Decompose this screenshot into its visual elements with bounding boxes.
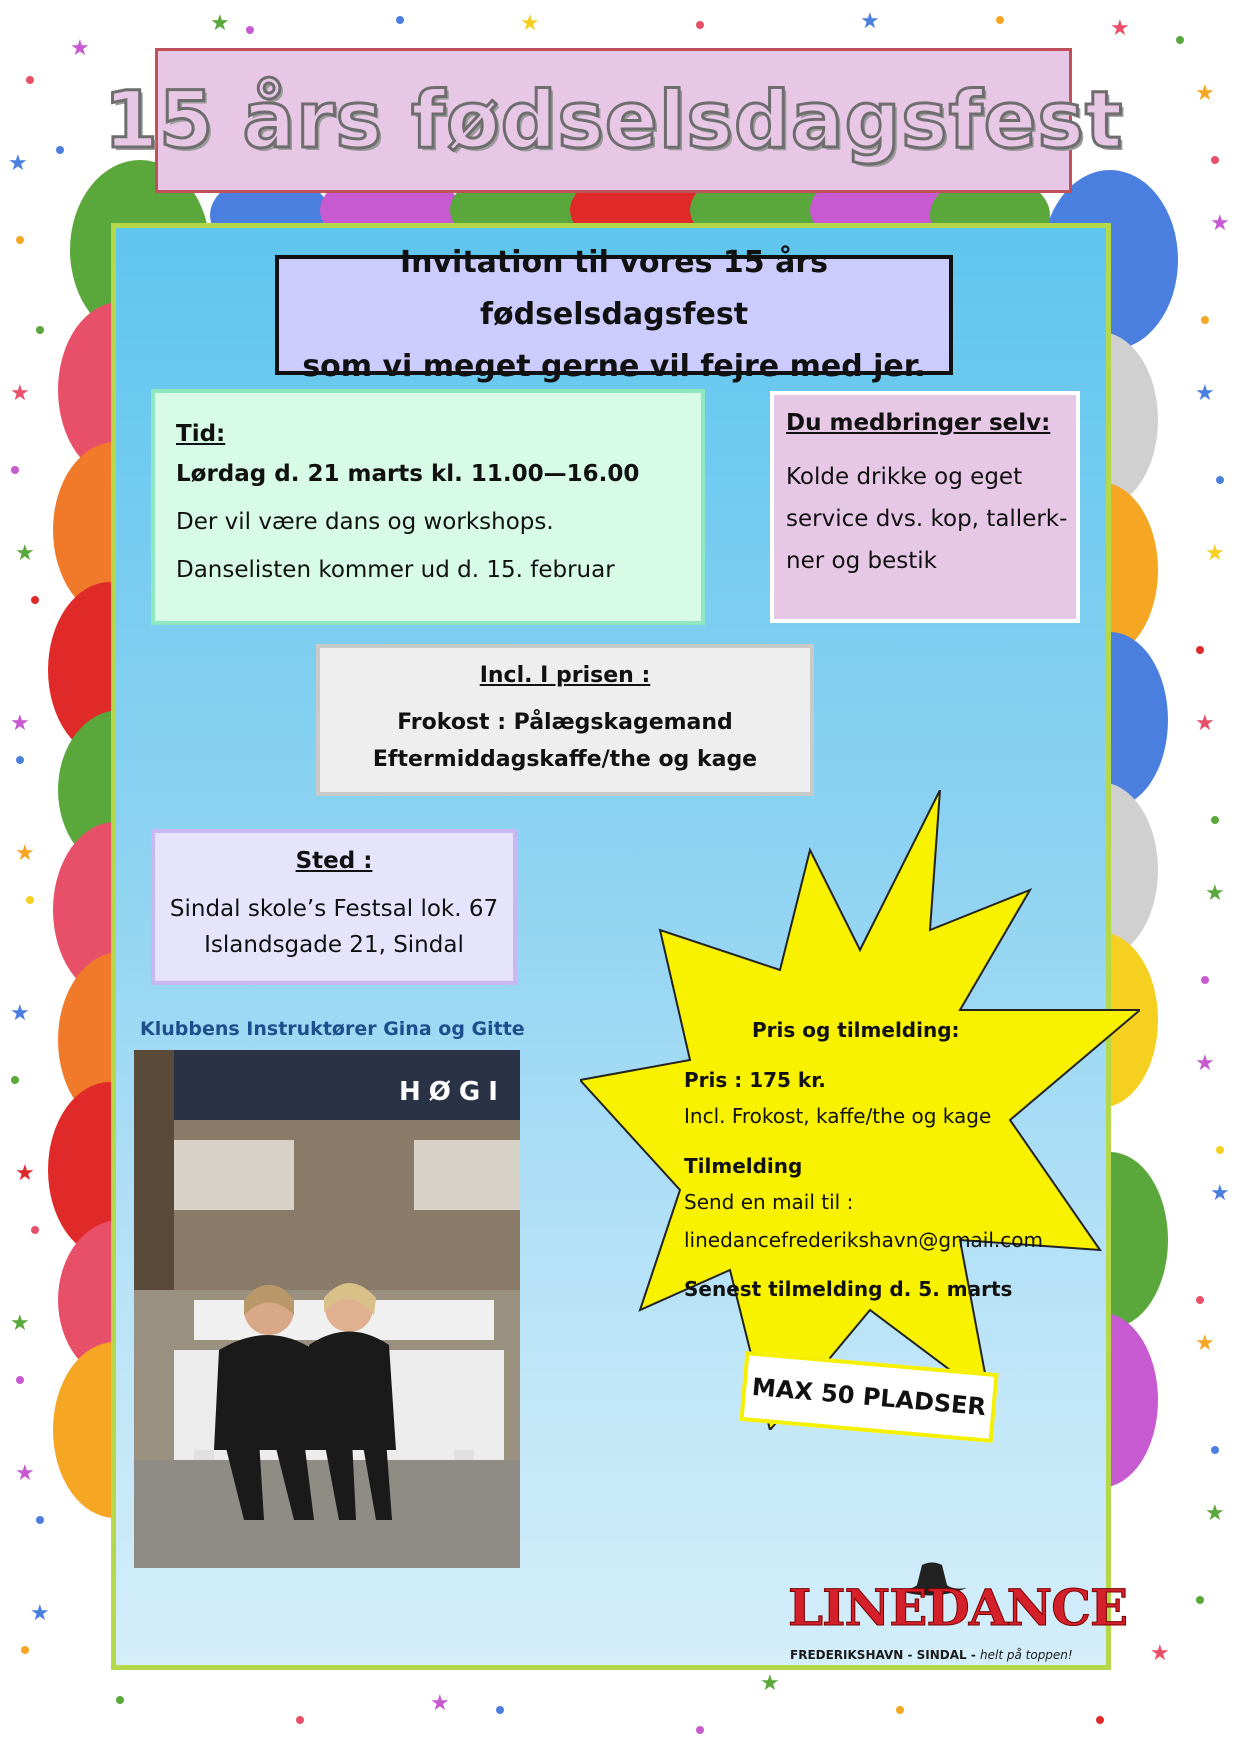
signup-deadline: Senest tilmelding d. 5. marts: [684, 1277, 1013, 1301]
store-sign-text: HØGI: [399, 1077, 506, 1107]
time-heading: Tid:: [176, 421, 226, 447]
invitation-line1: Invitation til vores 15 års fødselsdagsfest: [399, 245, 829, 332]
signup-instruction: Send en mail til :: [684, 1190, 854, 1214]
bring-line1: Kolde drikke og eget: [786, 464, 1023, 490]
max-places-text: MAX 50 PLADSER: [750, 1372, 988, 1422]
included-heading: Incl. I prisen :: [479, 663, 651, 688]
svg-text:★: ★: [15, 1461, 35, 1486]
svg-text:★: ★: [1205, 1501, 1225, 1526]
svg-text:★: ★: [430, 1691, 450, 1716]
price-amount: Pris : 175 kr.: [684, 1068, 826, 1092]
svg-text:★: ★: [30, 1601, 50, 1626]
svg-text:★: ★: [10, 381, 30, 406]
svg-text:★: ★: [760, 1671, 780, 1696]
page-title: 15 års fødselsdagsfest: [103, 75, 1124, 166]
linedance-logo: [782, 1560, 1128, 1670]
location-line1: Sindal skole’s Festsal lok. 67: [169, 896, 499, 922]
svg-text:★: ★: [1195, 711, 1215, 736]
photo-caption: Klubbens Instruktører Gina og Gitte: [140, 1018, 525, 1040]
location-box: [151, 829, 517, 985]
price-includes: Incl. Frokost, kaffe/the og kage: [684, 1104, 992, 1128]
svg-text:★: ★: [1195, 1331, 1215, 1356]
svg-text:★: ★: [210, 11, 230, 36]
bring-box: [770, 391, 1080, 623]
location-heading: Sted :: [295, 848, 373, 874]
bring-heading: Du medbringer selv:: [786, 410, 1051, 436]
svg-text:★: ★: [1195, 381, 1215, 406]
bring-line3: ner og bestik: [786, 548, 937, 574]
svg-text:★: ★: [10, 1311, 30, 1336]
logo-tagline-italic: helt på toppen!: [980, 1648, 1073, 1662]
svg-text:★: ★: [1210, 1181, 1230, 1206]
location-line2: Islandsgade 21, Sindal: [204, 932, 464, 958]
svg-text:★: ★: [70, 36, 90, 61]
logo-tagline: [790, 1648, 1073, 1662]
time-line1: Der vil være dans og workshops.: [176, 509, 554, 535]
svg-text:★: ★: [10, 1001, 30, 1026]
svg-text:★: ★: [860, 9, 880, 34]
svg-text:★: ★: [15, 541, 35, 566]
included-line2: Eftermiddagskaffe/the og kage: [372, 747, 758, 772]
svg-text:★: ★: [1205, 881, 1225, 906]
bring-line2: service dvs. kop, tallerk-: [786, 506, 1068, 532]
svg-text:★: ★: [1195, 1051, 1215, 1076]
invitation-line2: som vi meget gerne vil fejre med jer.: [302, 349, 926, 384]
svg-text:★: ★: [1150, 1641, 1170, 1666]
svg-text:★: ★: [520, 11, 540, 36]
svg-text:★: ★: [15, 1161, 35, 1186]
svg-text:★: ★: [1110, 16, 1130, 41]
instructors-photo: [134, 1050, 520, 1568]
svg-text:★: ★: [1205, 541, 1225, 566]
invitation-box: [275, 245, 953, 384]
included-line1: Frokost : Pålægskagemand: [397, 710, 733, 735]
price-heading: Pris og tilmelding:: [752, 1018, 960, 1042]
signup-email[interactable]: linedancefrederikshavn@gmail.com: [684, 1228, 1043, 1252]
time-line2: Danselisten kommer ud d. 15. februar: [176, 557, 615, 583]
title-banner: [103, 48, 1124, 193]
time-box: [151, 389, 705, 625]
svg-text:★: ★: [1210, 211, 1230, 236]
time-date: Lørdag d. 21 marts kl. 11.00—16.00: [176, 461, 640, 487]
svg-text:★: ★: [15, 841, 35, 866]
svg-text:★: ★: [1195, 81, 1215, 106]
included-box: [316, 644, 814, 796]
logo-name: LINEDANCE: [788, 1578, 1128, 1637]
svg-text:★: ★: [8, 151, 28, 176]
svg-text:★: ★: [10, 711, 30, 736]
logo-tagline-regular: FREDERIKSHAVN - SINDAL -: [790, 1648, 981, 1662]
photo-illustration: [134, 1050, 520, 1568]
signup-heading: Tilmelding: [684, 1154, 803, 1178]
